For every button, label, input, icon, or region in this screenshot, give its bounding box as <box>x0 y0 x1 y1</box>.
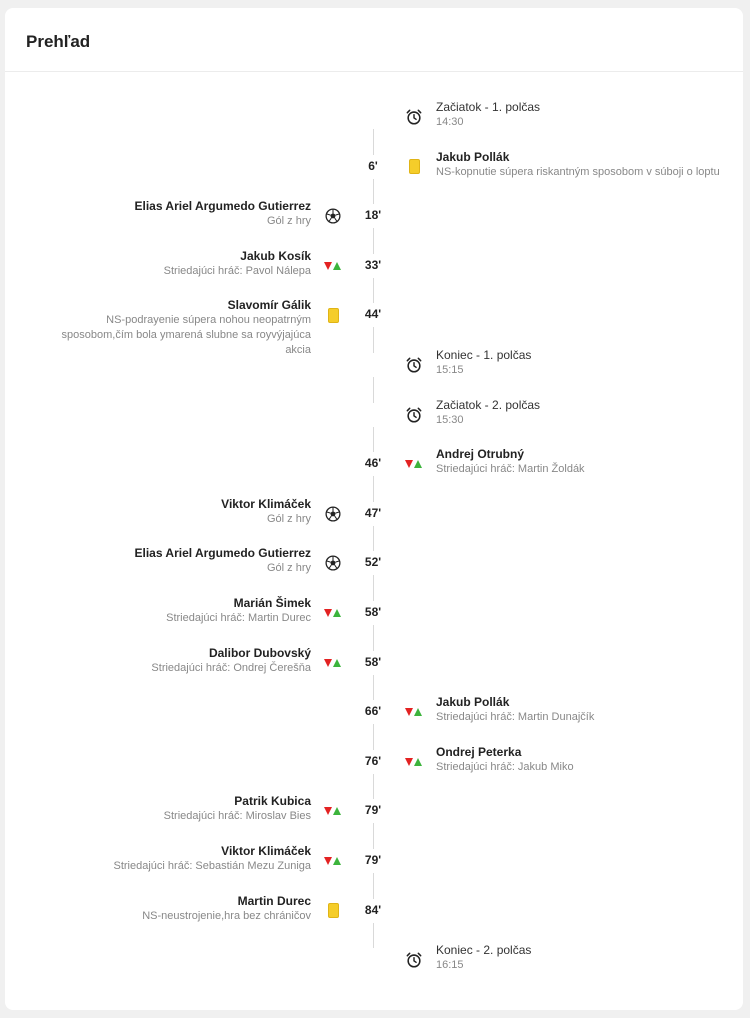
timeline-event <box>5 444 743 484</box>
timeline-axis-segment <box>373 724 374 750</box>
event-minute: 79' <box>364 853 382 867</box>
timeline-event <box>5 643 743 683</box>
timeline-axis-segment <box>373 625 374 651</box>
timeline-axis-segment <box>373 675 374 701</box>
event-text <box>166 596 311 626</box>
event-minute: 6' <box>368 158 378 173</box>
soccer-ball-icon <box>323 206 343 226</box>
timeline-axis-segment <box>373 427 374 453</box>
event-minute: 33' <box>364 257 382 272</box>
substitution-icon <box>323 603 343 623</box>
player-name: Viktor Klimáček <box>221 496 311 511</box>
event-minute: 52' <box>364 555 382 570</box>
card-header <box>5 8 743 72</box>
player-name: Martin Durec <box>237 893 311 908</box>
soccer-ball-icon <box>323 504 343 524</box>
player-name: Marián Šimek <box>233 596 311 610</box>
event-detail: Striedajúci hráč: Sebastián Mezu Zuniga <box>113 860 311 872</box>
player-name: Patrik Kubica <box>234 794 311 809</box>
alarm-clock-icon <box>404 405 424 425</box>
substitution-icon <box>323 801 343 821</box>
event-text <box>436 695 594 725</box>
period-label: Koniec - 1. polčas <box>436 348 532 362</box>
timeline-event <box>5 891 743 931</box>
event-minute: 76' <box>364 753 382 768</box>
event-text <box>436 100 540 130</box>
player-name: Jakub Pollák <box>436 149 510 164</box>
event-minute: 58' <box>364 654 382 669</box>
soccer-ball-icon <box>323 553 343 573</box>
timeline-axis-segment <box>373 923 374 949</box>
event-minute: 66' <box>364 704 382 719</box>
event-detail: Gól z hry <box>266 562 311 575</box>
timeline-event <box>5 940 743 980</box>
timeline-axis-segment <box>373 774 374 800</box>
event-text <box>135 199 312 229</box>
timeline-event <box>5 494 743 534</box>
event-detail: Gól z hry <box>266 512 311 525</box>
substitution-icon <box>404 752 424 772</box>
timeline-event <box>5 395 743 435</box>
period-label: Koniec - 2. polčas <box>436 943 532 958</box>
substitution-icon <box>404 454 424 474</box>
page-title: Prehľad <box>26 32 91 51</box>
timeline-event <box>5 791 743 831</box>
timeline-axis-segment <box>373 129 374 155</box>
event-minute: 58' <box>364 605 382 619</box>
period-time: 15:30 <box>436 413 464 426</box>
timeline-event <box>5 196 743 236</box>
timeline-event <box>5 593 743 633</box>
substitution-icon <box>323 256 343 276</box>
event-minute: 44' <box>364 307 382 322</box>
timeline-event <box>5 543 743 583</box>
period-time: 16:15 <box>436 959 464 972</box>
alarm-clock-icon <box>404 950 424 970</box>
player-name: Jakub Pollák <box>436 695 510 710</box>
match-timeline <box>5 72 743 1002</box>
event-detail: Gól z hry <box>266 215 311 228</box>
timeline-axis-segment <box>373 575 374 601</box>
yellow-card-icon <box>404 157 424 177</box>
timeline-axis-segment <box>373 278 374 304</box>
timeline-event <box>5 692 743 732</box>
timeline-event <box>5 147 743 187</box>
event-text <box>436 447 585 477</box>
timeline-axis-segment <box>373 476 374 502</box>
event-minute: 46' <box>364 456 382 471</box>
event-detail: NS-kopnutie súpera riskantným sposobom v súboji o loptu <box>436 165 720 178</box>
event-detail: Striedajúci hráč: Martin Dunajčík <box>436 711 595 724</box>
event-detail: Striedajúci hráč: Jakub Miko <box>436 760 574 773</box>
event-text <box>164 794 311 824</box>
player-name: Jakub Kosík <box>240 248 311 263</box>
alarm-clock-icon <box>404 355 424 375</box>
event-text <box>114 844 312 874</box>
event-detail: Striedajúci hráč: Ondrej Čerešňa <box>151 661 311 674</box>
timeline-axis-segment <box>373 228 374 254</box>
event-text <box>436 348 531 378</box>
event-text <box>436 150 720 180</box>
timeline-event <box>5 246 743 286</box>
timeline-axis-segment <box>373 327 374 353</box>
timeline-axis-segment <box>373 377 374 403</box>
player-name: Elias Ariel Argumedo Gutierrez <box>134 199 311 214</box>
event-text <box>164 249 311 279</box>
overview-card <box>5 8 743 1010</box>
event-text <box>151 646 311 676</box>
yellow-card-icon <box>323 305 343 325</box>
substitution-icon <box>323 653 343 673</box>
player-name: Ondrej Peterka <box>436 744 522 759</box>
player-name: Dalibor Dubovský <box>208 645 311 660</box>
period-label: Začiatok - 1. polčas <box>436 100 541 114</box>
event-minute: 47' <box>364 505 382 520</box>
event-text <box>436 398 540 428</box>
event-minute: 84' <box>364 902 382 917</box>
event-detail: NS-podrayenie súpera nohou neopatrným sposobom,čím bola ymarená slubne sa royvýjajúca akcia <box>61 314 311 357</box>
event-text <box>142 894 311 924</box>
period-label: Začiatok - 2. polčas <box>436 397 541 412</box>
event-text <box>436 943 531 973</box>
event-text <box>135 546 312 576</box>
substitution-icon <box>404 702 424 722</box>
timeline-axis-segment <box>373 823 374 849</box>
event-detail: Striedajúci hráč: Martin Žoldák <box>436 463 585 476</box>
player-name: Viktor Klimáček <box>221 844 311 858</box>
yellow-card-icon <box>323 901 343 921</box>
event-minute: 18' <box>364 208 382 223</box>
period-time: 15:15 <box>436 364 464 376</box>
event-detail: Striedajúci hráč: Pavol Nálepa <box>163 264 311 277</box>
event-detail: Striedajúci hráč: Miroslav Bies <box>163 810 311 823</box>
event-text <box>436 745 574 775</box>
timeline-event <box>5 742 743 782</box>
timeline-axis-segment <box>373 179 374 205</box>
event-detail: NS-neustrojenie,hra bez chráničov <box>142 909 311 922</box>
timeline-axis-segment <box>373 873 374 899</box>
event-text <box>221 497 311 527</box>
timeline-event <box>5 841 743 881</box>
timeline-event <box>5 97 743 137</box>
period-time: 14:30 <box>436 116 464 128</box>
player-name: Slavomír Gálik <box>227 298 311 313</box>
substitution-icon <box>323 851 343 871</box>
timeline-event <box>5 345 743 385</box>
timeline-axis-segment <box>373 526 374 552</box>
alarm-clock-icon <box>404 107 424 127</box>
event-minute: 79' <box>364 803 382 818</box>
player-name: Elias Ariel Argumedo Gutierrez <box>134 546 311 561</box>
event-detail: Striedajúci hráč: Martin Durec <box>166 612 311 624</box>
player-name: Andrej Otrubný <box>436 447 525 462</box>
